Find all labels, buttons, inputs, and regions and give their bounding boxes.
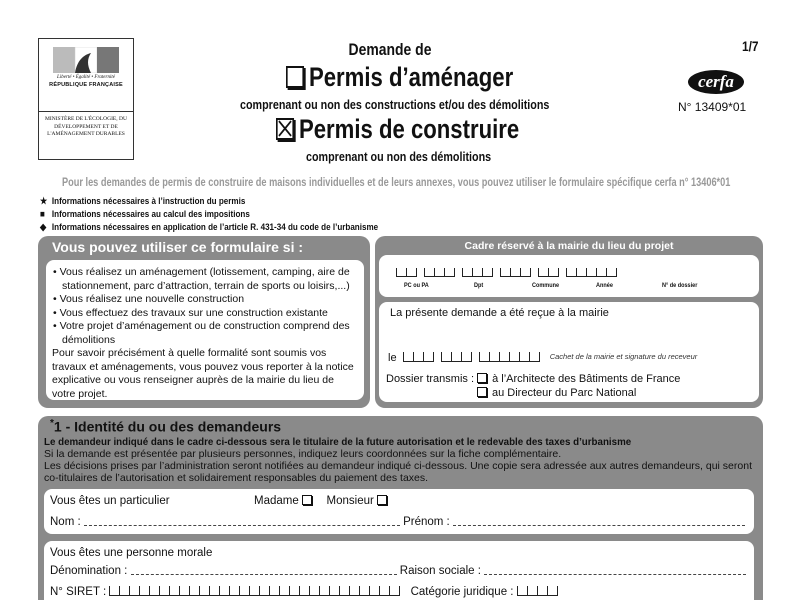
legend-item: ★ Informations nécessaires à l’instruction du permis: [40, 196, 246, 207]
monsieur-label: Monsieur: [326, 495, 374, 507]
date-field[interactable]: [403, 352, 434, 362]
cerfa-number: N° 13409*01: [678, 100, 747, 114]
page-number: 1/7: [742, 38, 759, 54]
republique-motto: Liberté • Égalité • Fraternité: [57, 75, 115, 80]
raison-sociale-label: Raison sociale :: [399, 565, 481, 577]
notice-text: Pour les demandes de permis de construire de maisons individuelles et de leurs annexes, vous pouvez utiliser le formulaire spécifique cerfa n° 13406*01: [62, 177, 731, 189]
usage-footer: Pour savoir précisément à quelle formalité sont soumis vos travaux et aménagements, vous pouvez vous reporter à la notice explicative ou vous renseigner auprès de la mairie du lieu de votre projet.: [52, 347, 354, 400]
categorie-label: Catégorie juridique :: [410, 586, 514, 598]
list-item: • Votre projet d’aménagement ou de construction comprend des démolitions: [53, 320, 350, 346]
square-icon: ■: [40, 209, 45, 220]
legend-item: ◆ Informations nécessaires en application de l’article R. 431-34 du code de l’urbanisme: [40, 222, 379, 233]
usage-title: Vous pouvez utiliser ce formulaire si :: [52, 239, 304, 255]
siret-row: [50, 586, 565, 598]
caption-dossier: N° de dossier: [662, 282, 698, 289]
particulier-label: Vous êtes un particulier: [50, 495, 170, 507]
ministere-label: MINISTÈRE DE L'ÉCOLOGIE, DU DÉVELOPPEMENT ET DE L'AMÉNAGEMENT DURABLES: [45, 116, 127, 137]
personne-morale-label: Vous êtes une personne morale: [50, 547, 213, 559]
civilite-row: [254, 495, 392, 507]
permis-amenager-subtitle: comprenant ou non des constructions et/ou des démolitions: [240, 98, 550, 112]
list-item: • Vous réalisez un aménagement (lotissement, camping, aire de stationnement, parc d’attraction, terrain de sports ou loisirs,...): [53, 266, 350, 292]
raison-sociale-input[interactable]: [484, 565, 746, 575]
section1-title: *1 - Identité du ou des demandeurs: [50, 418, 282, 435]
dossier-transmis-label: Dossier transmis :: [386, 373, 475, 385]
nom-input[interactable]: [84, 516, 400, 526]
parc-checkbox[interactable]: [477, 387, 487, 397]
monsieur-checkbox[interactable]: [377, 495, 387, 505]
abf-label: à l’Architecte des Bâtiments de France: [492, 373, 681, 385]
diamond-icon: ◆: [40, 222, 47, 233]
list-item: • Vous réalisez une nouvelle construction: [53, 293, 245, 305]
siret-input[interactable]: [109, 586, 400, 596]
denomination-row: [50, 565, 746, 577]
prenom-input[interactable]: [453, 516, 745, 526]
republique-label: RÉPUBLIQUE FRANÇAISE: [49, 82, 123, 88]
reception-text: La présente demande a été reçue à la mairie: [390, 307, 609, 319]
section1-text: Si la demande est présentée par plusieurs personnes, indiquez leurs coordonnées sur la fiche complémentaire. Les décisions prises par l’administration seront notifiées au demandeur indiqué ci-dessous. Une copie sera adressée aux autres demandeurs, qui seront co-titulaires de l’autorisation et solidairement responsables du paiement des taxes.: [44, 448, 752, 484]
dossier-number-field[interactable]: [396, 268, 624, 277]
caption-pc: PC ou PA: [404, 282, 429, 289]
categorie-input[interactable]: [517, 586, 558, 596]
nom-row: [50, 516, 745, 528]
permis-construire-title: [276, 114, 519, 145]
dossier-transmis: [386, 372, 680, 400]
demande-de-title: Demande de: [348, 40, 432, 59]
caption-dpt: Dpt: [474, 282, 484, 289]
prenom-label: Prénom :: [403, 516, 450, 528]
parc-label: au Directeur du Parc National: [492, 387, 637, 399]
cerfa-logo: cerfa: [688, 70, 744, 94]
permis-construire-checkbox[interactable]: [276, 118, 294, 140]
abf-checkbox[interactable]: [477, 373, 487, 383]
mairie-title: Cadre réservé à la mairie du lieu du projet: [464, 240, 674, 252]
list-item: • Vous effectuez des travaux sur une construction existante: [53, 306, 328, 319]
section1-bold-line: Le demandeur indiqué dans le cadre ci-dessous sera le titulaire de la future autorisation et le redevable des taxes d’urbanisme: [44, 436, 632, 448]
reception-date-row: [388, 352, 697, 364]
permis-construire-label: Permis de construire: [298, 114, 520, 144]
marianne-logo-icon: [53, 47, 119, 73]
permis-construire-subtitle: comprenant ou non des démolitions: [306, 150, 492, 164]
star-icon: ★: [40, 196, 48, 207]
caption-annee: Année: [596, 282, 613, 289]
legend-item: ■ Informations nécessaires au calcul des impositions: [40, 209, 250, 220]
denomination-input[interactable]: [131, 565, 397, 575]
siret-label: N° SIRET :: [50, 586, 107, 598]
usage-list: [52, 266, 358, 401]
permis-amenager-title: [286, 62, 513, 93]
republique-logo: [38, 38, 134, 160]
le-label: le: [388, 352, 397, 364]
madame-checkbox[interactable]: [302, 495, 312, 505]
madame-label: Madame: [254, 495, 299, 507]
star-icon: *: [50, 418, 54, 429]
permis-amenager-label: Permis d’aménager: [308, 62, 514, 92]
cachet-label: Cachet de la mairie et signature du receveur: [549, 352, 698, 361]
permis-amenager-checkbox[interactable]: [286, 66, 304, 88]
denomination-label: Dénomination :: [50, 565, 128, 577]
caption-commune: Commune: [532, 282, 560, 289]
nom-label: Nom :: [50, 516, 81, 528]
